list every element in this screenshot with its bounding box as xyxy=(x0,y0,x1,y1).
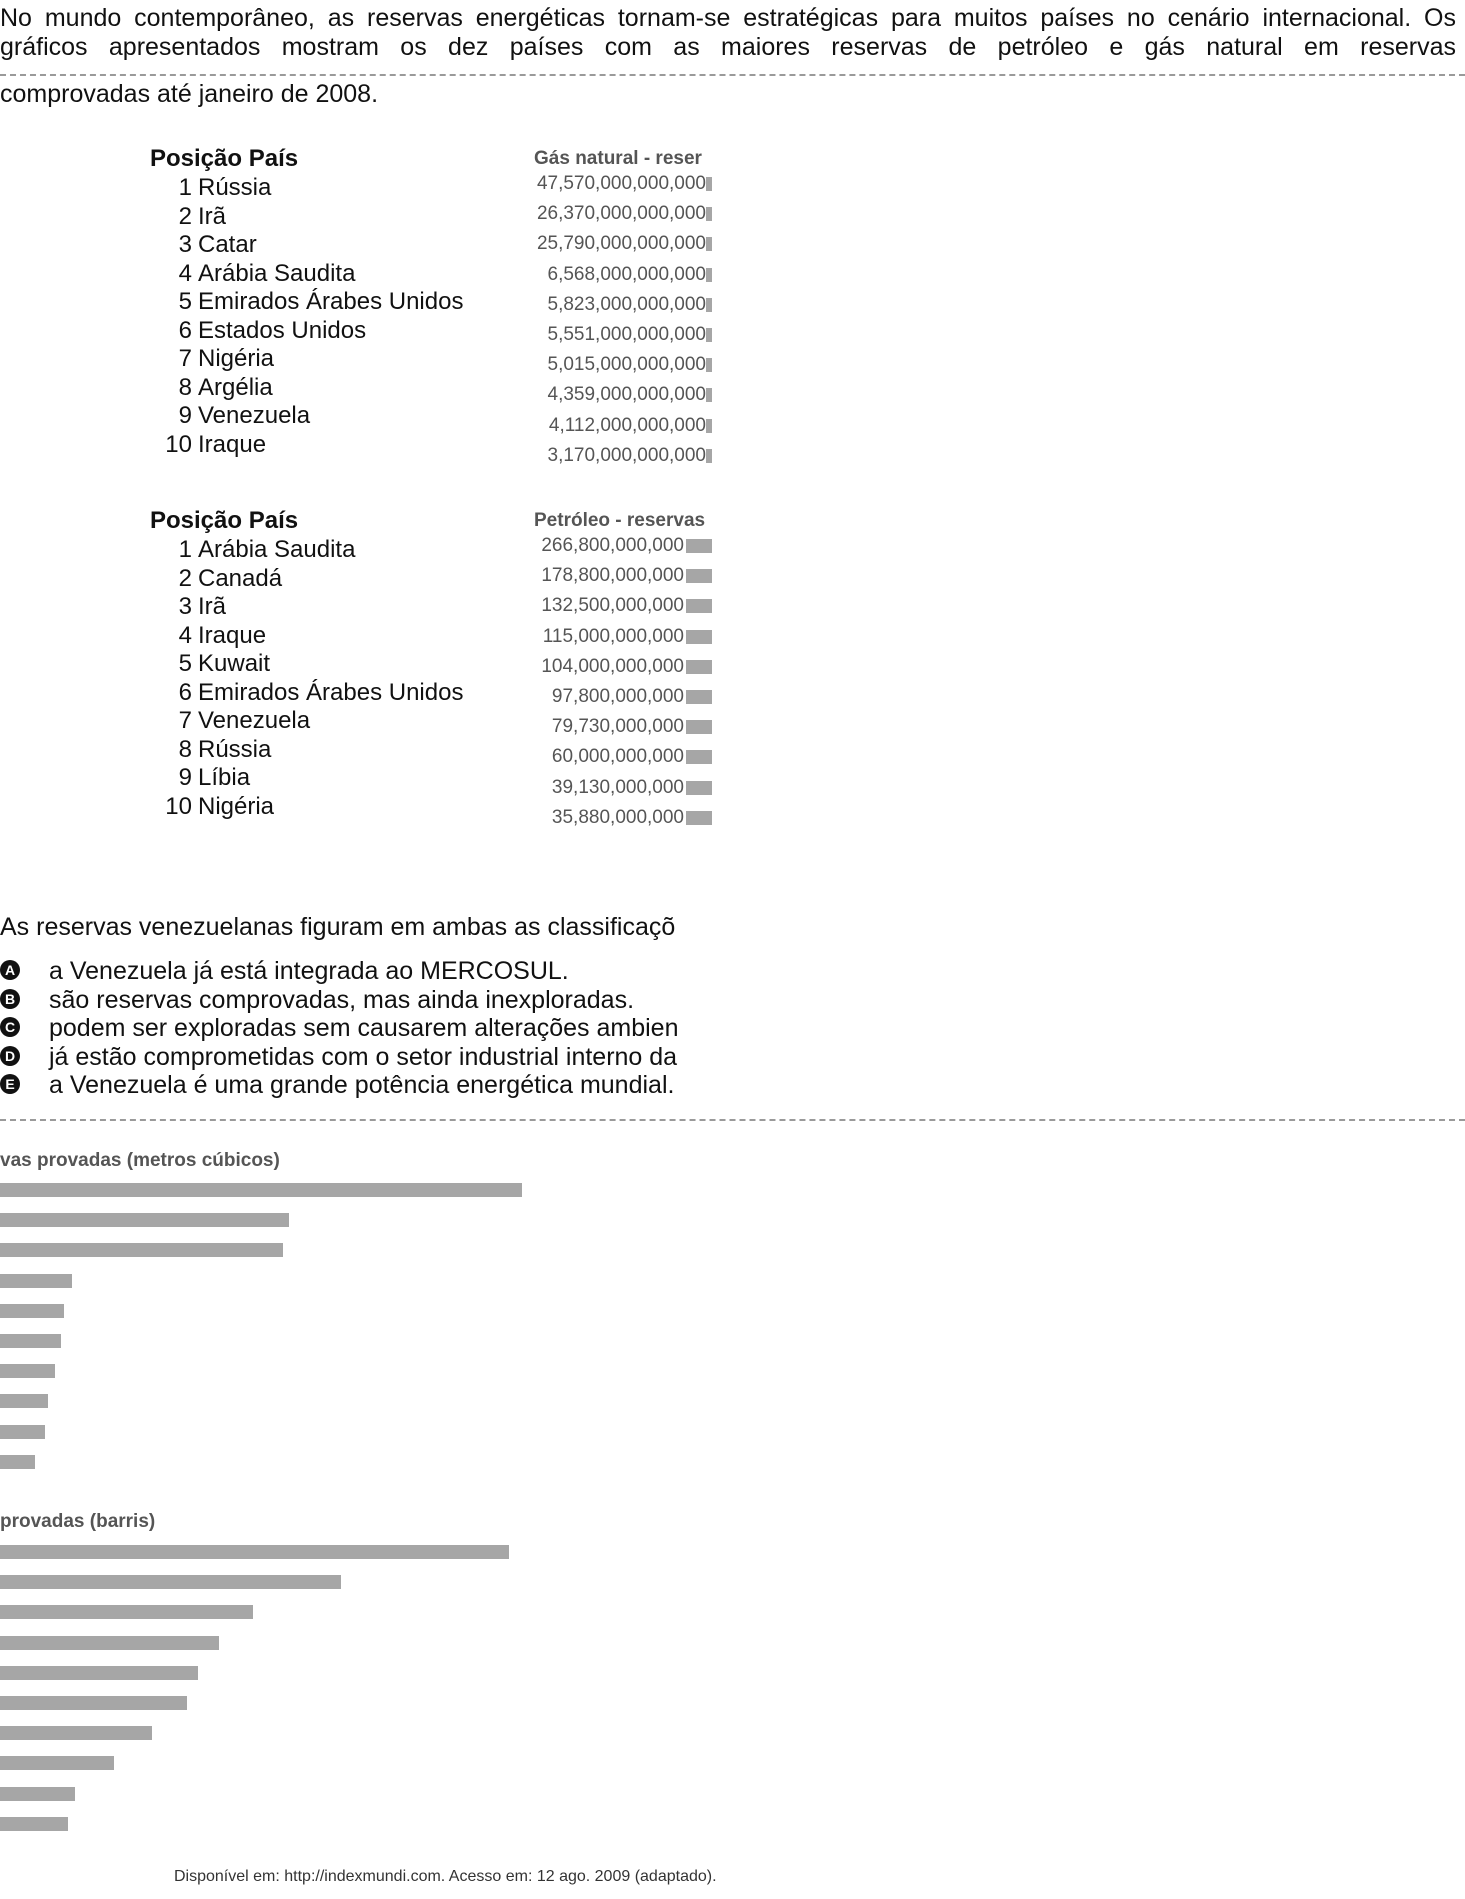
value-label: 5,015,000,000,000 xyxy=(547,354,706,376)
gas-chart-bar-stubs xyxy=(706,176,712,476)
option-text: podem ser exploradas sem causarem alterações ambien xyxy=(49,1014,679,1042)
table-row xyxy=(150,203,463,232)
row-country: Emirados Árabes Unidos xyxy=(198,678,464,706)
option-text: a Venezuela já está integrada ao MERCOSUL. xyxy=(49,957,569,985)
row-position: 1 xyxy=(178,536,192,563)
bar-stub xyxy=(706,388,712,402)
intro-line-2: gráficos apresentados mostram os dez países com as maiores reservas de petróleo e gás natural em reservas xyxy=(0,33,1456,61)
bar-stub xyxy=(706,207,712,221)
bar-stub xyxy=(706,268,712,282)
row-country: Iraque xyxy=(198,430,267,458)
table-row xyxy=(150,793,463,822)
row-country: Rússia xyxy=(198,735,272,763)
oil-table-header: Posição País xyxy=(150,507,299,534)
table-row xyxy=(150,764,463,793)
oil-chart-bars xyxy=(0,1544,560,1844)
row-position: 10 xyxy=(165,792,192,820)
row-position: 10 xyxy=(165,430,192,458)
value-label: 115,000,000,000 xyxy=(542,625,684,647)
value-label: 132,500,000,000 xyxy=(541,595,684,617)
bar-stub xyxy=(706,358,712,372)
option-text: são reservas comprovadas, mas ainda inexploradas. xyxy=(49,985,635,1014)
value-label: 25,790,000,000,000 xyxy=(536,233,706,255)
gas-chart-bars xyxy=(0,1182,560,1482)
row-position: 5 xyxy=(178,288,192,315)
table-row xyxy=(150,288,463,317)
row-country: Catar xyxy=(198,231,257,258)
value-label: 39,130,000,000 xyxy=(551,776,684,798)
row-country: Iraque xyxy=(198,621,267,649)
bar xyxy=(0,1213,289,1227)
value-label: 5,551,000,000,000 xyxy=(547,324,706,345)
row-position: 6 xyxy=(178,316,192,344)
bar-stub xyxy=(686,720,712,734)
bar xyxy=(0,1817,68,1831)
intro-paragraph xyxy=(0,4,1456,62)
gas-table-header: Posição País xyxy=(150,145,299,172)
row-position: 3 xyxy=(178,231,192,258)
bar-stub xyxy=(706,298,712,312)
bar xyxy=(0,1243,283,1257)
divider-top xyxy=(0,74,1465,76)
bar xyxy=(0,1756,114,1770)
row-position: 9 xyxy=(178,402,192,429)
intro-line-3: comprovadas até janeiro de 2008. xyxy=(0,80,379,108)
table-row xyxy=(150,431,463,460)
table-row xyxy=(150,593,463,622)
bar-stub xyxy=(686,569,712,583)
row-position: 2 xyxy=(178,564,192,592)
row-position: 4 xyxy=(178,259,192,287)
bar-stub xyxy=(706,237,712,251)
value-label: 4,359,000,000,000 xyxy=(547,384,706,406)
bar xyxy=(0,1455,35,1469)
row-country: Arábia Saudita xyxy=(198,259,356,287)
oil-chart-bar-stubs xyxy=(686,538,712,838)
bar xyxy=(0,1575,341,1589)
bar-stub xyxy=(706,449,712,463)
row-position: 8 xyxy=(178,735,192,763)
row-country: Kuwait xyxy=(198,650,271,677)
option-text: a Venezuela é uma grande potência energética mundial. xyxy=(49,1071,675,1099)
oil-chart-values xyxy=(534,535,684,838)
value-label: 4,112,000,000,000 xyxy=(548,414,706,436)
table-row xyxy=(150,402,463,431)
row-position: 5 xyxy=(178,650,192,677)
value-label: 266,800,000,000 xyxy=(541,535,684,556)
value-label: 35,880,000,000 xyxy=(551,806,684,828)
option-letter-icon: B xyxy=(0,989,20,1009)
row-country: Irã xyxy=(198,202,227,230)
table-row xyxy=(150,565,463,594)
bar xyxy=(0,1696,187,1710)
row-position: 7 xyxy=(178,345,192,372)
table-row xyxy=(150,622,463,651)
bar xyxy=(0,1394,48,1408)
value-label: 178,800,000,000 xyxy=(541,565,684,587)
oil-chart-title-right: provadas (barris) xyxy=(0,1511,156,1532)
bar xyxy=(0,1666,198,1680)
value-label: 97,800,000,000 xyxy=(551,686,684,707)
table-row xyxy=(150,707,463,736)
bar xyxy=(0,1304,64,1318)
value-label: 47,570,000,000,000 xyxy=(536,173,706,194)
value-label: 5,823,000,000,000 xyxy=(547,293,706,315)
bar xyxy=(0,1726,152,1740)
bar-stub xyxy=(686,630,712,644)
row-country: Canadá xyxy=(198,564,283,592)
row-position: 4 xyxy=(178,621,192,649)
bar-stub xyxy=(686,690,712,704)
gas-chart-values xyxy=(534,173,706,476)
bar xyxy=(0,1545,509,1559)
option-letter-icon: D xyxy=(0,1046,20,1066)
question-text: As reservas venezuelanas figuram em ambas as classificaçõ xyxy=(0,913,676,941)
row-country: Nigéria xyxy=(198,345,275,372)
intro-line-1: No mundo contemporâneo, as reservas energéticas tornam-se estratégicas para muitos países no cenário internacional. Os xyxy=(0,4,1456,32)
bar-stub xyxy=(686,781,712,795)
value-label: 79,730,000,000 xyxy=(551,716,684,738)
gas-chart-title-left: Gás natural - reser xyxy=(534,148,702,169)
row-position: 9 xyxy=(178,764,192,791)
row-position: 7 xyxy=(178,707,192,734)
gas-chart-title-right: vas provadas (metros cúbicos) xyxy=(0,1150,280,1171)
option-text: já estão comprometidas com o setor industrial interno da xyxy=(49,1042,678,1071)
table-row xyxy=(150,650,463,679)
row-country: Venezuela xyxy=(198,707,311,734)
bar xyxy=(0,1787,75,1801)
source-citation: Disponível em: http://indexmundi.com. Acesso em: 12 ago. 2009 (adaptado). xyxy=(174,1868,717,1885)
bar-stub xyxy=(686,599,712,613)
bar-stub xyxy=(686,539,712,553)
row-country: Rússia xyxy=(198,174,272,201)
oil-table xyxy=(150,536,463,821)
row-country: Líbia xyxy=(198,764,251,791)
table-row xyxy=(150,736,463,765)
row-country: Arábia Saudita xyxy=(198,536,356,563)
option-letter-icon: A xyxy=(0,960,20,980)
row-country: Argélia xyxy=(198,373,273,401)
row-country: Emirados Árabes Unidos xyxy=(198,288,464,315)
bar xyxy=(0,1364,55,1378)
option-letter-icon: C xyxy=(0,1017,20,1037)
bar xyxy=(0,1334,61,1348)
oil-chart-title-left: Petróleo - reservas xyxy=(534,510,706,531)
row-position: 1 xyxy=(178,174,192,201)
bar-stub xyxy=(706,419,712,433)
row-position: 8 xyxy=(178,373,192,401)
bar xyxy=(0,1605,253,1619)
bar-stub xyxy=(686,811,712,825)
table-row xyxy=(150,231,463,260)
row-country: Irã xyxy=(198,593,227,620)
bar-stub xyxy=(706,177,712,191)
table-row xyxy=(150,317,463,346)
value-label: 60,000,000,000 xyxy=(551,746,684,768)
gas-table xyxy=(150,174,463,459)
table-row xyxy=(150,374,463,403)
bar xyxy=(0,1183,522,1197)
table-row xyxy=(150,679,463,708)
bar xyxy=(0,1636,219,1650)
value-label: 104,000,000,000 xyxy=(541,655,684,677)
value-label: 26,370,000,000,000 xyxy=(536,203,706,225)
row-position: 2 xyxy=(178,202,192,230)
bar-stub xyxy=(706,328,712,342)
value-label: 6,568,000,000,000 xyxy=(547,263,706,285)
bar xyxy=(0,1274,72,1288)
table-row xyxy=(150,345,463,374)
table-row xyxy=(150,536,463,565)
row-position: 6 xyxy=(178,678,192,706)
bar xyxy=(0,1425,45,1439)
option-letter-icon: E xyxy=(0,1074,20,1094)
value-label: 3,170,000,000,000 xyxy=(547,444,706,466)
row-position: 3 xyxy=(178,593,192,620)
row-country: Venezuela xyxy=(198,402,311,429)
bar-stub xyxy=(686,660,712,674)
table-row xyxy=(150,260,463,289)
table-row xyxy=(150,174,463,203)
row-country: Nigéria xyxy=(198,792,275,820)
divider-middle xyxy=(0,1119,1465,1121)
row-country: Estados Unidos xyxy=(198,316,367,344)
bar-stub xyxy=(686,750,712,764)
